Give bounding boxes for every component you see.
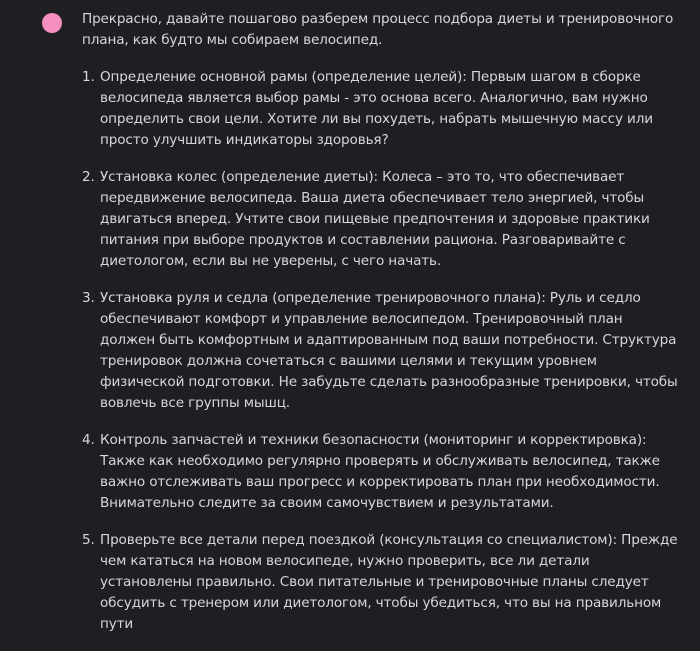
step-text: Определение основной рамы (определение целей): Первым шагом в сборке велосипеда является выбор рамы - это основа всего. Аналогично, вам нужно определить свои цели. Хотите ли вы похудеть, набрать мышечную массу или просто улучшить индикаторы здоровья? bbox=[100, 69, 653, 148]
message-intro: Прекрасно, давайте пошагово разберем процесс подбора диеты и тренировочного плана, как будто мы собираем велосипед. bbox=[82, 11, 674, 48]
step-item bbox=[82, 67, 680, 151]
step-item bbox=[82, 430, 680, 514]
message-body bbox=[82, 9, 680, 651]
step-text: Установка колес (определение диеты): Колеса – это то, что обеспечивает передвижение велосипеда. Ваша диета обеспечивает тело энергией, чтобы двигаться вперед. Учтите свои пищевые предпочтения и здоровые практики питания при выборе продуктов и составлении рациона. Разговаривайте с диетологом, если вы не уверены, с чего начать. bbox=[100, 169, 650, 269]
step-text: Проверьте все детали перед поездкой (консультация со специалистом): Прежде чем кататься на новом велосипеде, нужно проверить, все ли детали установлены правильно. Свои питательные и тренировочные планы следует обсудить с тренером или диетологом, чтобы убедиться, что вы на правильном пути bbox=[100, 532, 678, 632]
step-number: 2. bbox=[82, 169, 95, 185]
step-number: 1. bbox=[82, 69, 95, 85]
step-item bbox=[82, 530, 680, 635]
step-text: Установка руля и седла (определение тренировочного плана): Руль и седло обеспечивают комфорт и управление велосипедом. Тренировочный план должен быть комфортным и адаптированным под ваши потребности. Структура тренировок должна сочетаться с вашими целями и текущим уровнем физической подготовки. Не забудьте сделать разнообразные тренировки, чтобы вовлечь все группы мышц. bbox=[100, 290, 678, 411]
step-number: 4. bbox=[82, 432, 95, 448]
steps-list bbox=[82, 67, 680, 635]
step-item bbox=[82, 288, 680, 414]
step-text: Контроль запчастей и техники безопасности (мониторинг и корректировка): Также как необходимо регулярно проверять и обслуживать велосипед, также важно отслеживать ваш прогресс и корректировать план при необходимости. Внимательно следите за своим самочувствием и результатами. bbox=[100, 432, 660, 511]
step-number: 3. bbox=[82, 290, 95, 306]
step-number: 5. bbox=[82, 532, 95, 548]
step-item bbox=[82, 167, 680, 272]
assistant-avatar bbox=[42, 13, 62, 33]
